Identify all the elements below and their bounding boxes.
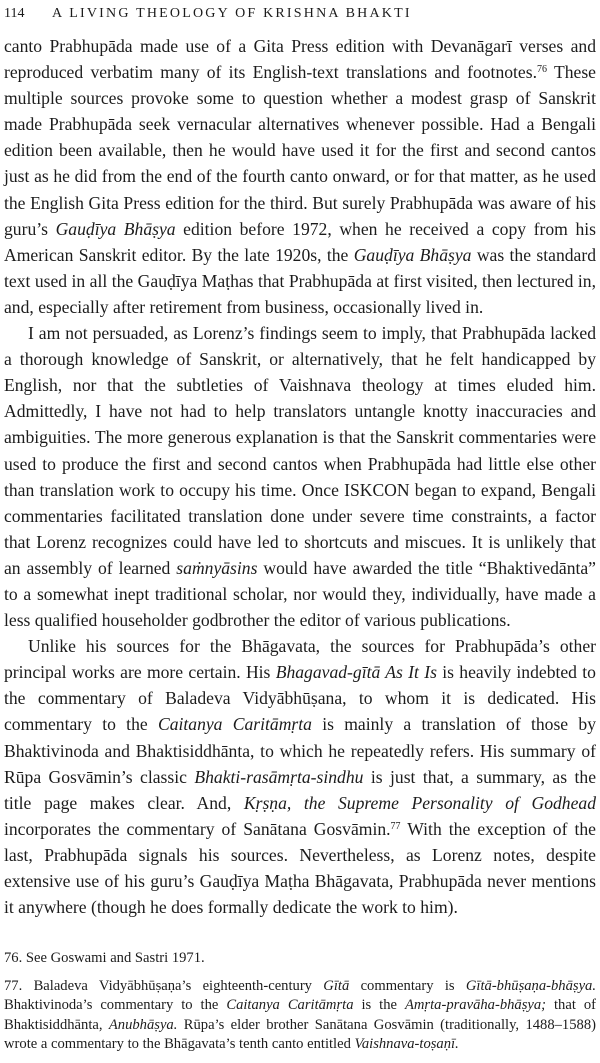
italic-title: Bhakti-rasāmṛta-sindhu xyxy=(194,766,364,787)
italic-title: Caitanya Caritāmṛta xyxy=(157,714,312,735)
italic-title: Gītā-bhūṣaṇa-bhāṣya. xyxy=(465,977,596,994)
footnote-text: Bhaktivinoda’s commentary to the xyxy=(4,997,227,1014)
paragraph-1 xyxy=(4,33,596,320)
italic-title: Caitanya Caritāmṛta xyxy=(226,997,354,1014)
footnotes xyxy=(4,949,596,1063)
footnote-text: that of Bhaktisiddhānta, xyxy=(4,997,596,1033)
text-run: edition before 1972, when he received a copy from his American Sanskrit editor. By the late 1920s, the xyxy=(4,218,596,265)
footnote-number: 77. xyxy=(4,977,23,994)
text-run: is heavily indebted to the commentary of Baladeva Vidyābhūṣana, to whom it is dedicated. His commentary to the xyxy=(4,662,596,735)
italic-title: Gauḍīya Bhāṣya xyxy=(353,244,472,265)
italic-title: Gauḍīya Bhāṣya xyxy=(55,218,176,239)
text-run: I am not persuaded, as Lorenz’s findings seem to imply, that Prabhupāda lacked a thorough knowledge of Sanskrit, or alternatively, that he felt handicapped by English, nor that the subtleties of Vaishnava theology at times eluded him. Admittedly, I have not had to help translators untangle knotty inaccuracies and ambiguities. The more generous explanation is that the Sanskrit commentaries were used to produce the first and second cantos when Prabhupāda had little else other than translation work to occupy his time. Once ISKCON began to expand, Bengali commentaries facilitated translation done under severe time constraints, a factor that Lorenz recognizes could have led to shortcuts and miscues. It is unlikely that an assembly of learned xyxy=(4,323,596,578)
italic-term: saṁnyāsins xyxy=(176,557,258,578)
footnote-text: Baladeva Vidyābhūṣaṇa’s eighteenth-century xyxy=(22,977,324,994)
text-run: is just that, a summary, as the title page makes clear. And, xyxy=(4,766,597,813)
footnote-text: is the xyxy=(353,997,405,1014)
footnote-ref-76: 76 xyxy=(536,64,547,76)
italic-title: Vaishnava-toṣaṇī. xyxy=(354,1036,459,1053)
paragraph-2 xyxy=(4,320,596,633)
italic-title: Gītā xyxy=(323,977,350,994)
text-run: was the standard text used in all the Gauḍīya Maṭhas that Prabhupāda at first visited, then lectured in, and, especially after retirement from business, occasionally lived in. xyxy=(4,244,597,317)
footnote-77 xyxy=(4,977,596,1055)
footnote-text: See Goswami and Sastri 1971. xyxy=(22,950,205,966)
text-run: Unlike his sources for the Bhāgavata, the sources for Prabhupāda’s other principal works are more certain. His xyxy=(4,636,596,683)
paragraph-3 xyxy=(4,633,596,920)
footnote-text: Rūpa’s elder brother Sanātana Gosvāmin (traditionally, 1488–1588) wrote a commentary to the Bhāgavata’s tenth canto entitled xyxy=(4,1016,596,1053)
italic-title: Bhagavad-gītā As It Is xyxy=(275,662,437,683)
text-run: These multiple sources provoke some to question whether a modest grasp of Sanskrit made Prabhupāda seek vernacular alternatives whenever possible. Had a Bengali edition been available, then he would have used it for the first and second cantos just as he did from the end of the fourth canto onward, or for that matter, as he used the English Gita Press edition for the third. But surely Prabhupāda was aware of his guru’s xyxy=(4,62,596,239)
text-run: would have awarded the title “Bhaktivedānta” to a somewhat inept traditional scholar, nor would they, individually, have made a less qualified householder godbrother the editor of various publications. xyxy=(4,557,596,631)
running-header xyxy=(4,3,596,25)
italic-title: Anubhāṣya. xyxy=(108,1016,178,1033)
text-run: is mainly a translation of those by Bhaktivinoda and Bhaktisiddhānta, to which he repeatedly refers. His summary of Rūpa Gosvāmin’s classic xyxy=(4,714,596,787)
italic-title: Amṛta-pravāha-bhāṣya; xyxy=(404,997,547,1014)
main-text xyxy=(4,33,596,920)
footnote-text: commentary is xyxy=(349,977,466,994)
page-number: 114 xyxy=(4,6,25,21)
text-run: canto Prabhupāda made use of a Gita Press edition with Devanāgarī verses and reproduced verbatim many of its English-text translations and footnotes. xyxy=(4,36,596,83)
footnote-number: 76. xyxy=(4,950,23,966)
text-run: With the exception of the last, Prabhupāda signals his sources. Nevertheless, as Lorenz notes, despite extensive use of his guru’s Gauḍīya Maṭha Bhāgavata, Prabhupāda never mentions it anywhere (though he does formally dedicate the work to him). xyxy=(4,818,596,918)
footnote-ref-77: 77 xyxy=(390,820,401,832)
italic-title: Kṛṣṇa, the Supreme Personality of Godhead xyxy=(243,792,596,813)
running-title: A LIVING THEOLOGY OF KRISHNA BHAKTI xyxy=(52,6,412,21)
footnote-76 xyxy=(4,949,596,969)
text-run: incorporates the commentary of Sanātana Gosvāmin. xyxy=(4,818,391,839)
